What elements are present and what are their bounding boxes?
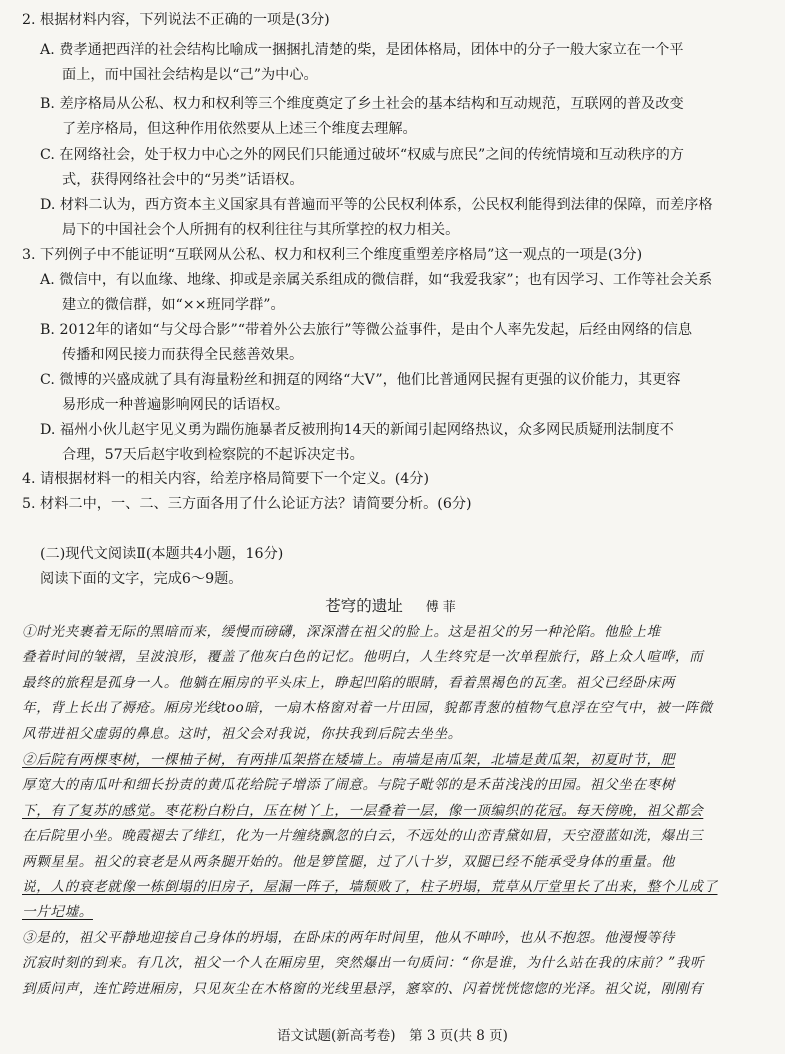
question-5: 5. 材料二中，一、二、三方面各用了什么论证方法？请简要分析。(6分): [22, 496, 472, 512]
p1-line: ①时光夹裹着无际的黑暗而来，缓慢而磅礴，深深潜在祖父的脸上。这是祖父的另一种沦陷。他脸上堆: [22, 624, 661, 640]
article-author: 傅菲: [425, 600, 460, 615]
q2-option-b: [40, 92, 770, 141]
q3-option-b-line2: 传播和网民接力而获得全民慈善效果。: [62, 346, 304, 363]
article-title-block: [0, 595, 785, 619]
q3-option-d-line2: 合理，57天后赵宇收到检察院的不起诉决定书。: [62, 446, 364, 463]
p2-line: 在后院里小坐。晚霞褪去了绯红，化为一片缠绕飘忽的白云，不远处的山峦青黛如眉，天空澄蓝如洗，爆出三: [22, 828, 704, 845]
p2-line: 一片圮墟。: [22, 904, 93, 921]
question-3-stem: 3. 下列例子中不能证明“互联网从公私、权力和权利三个维度重塑差序格局”这一观点的一项是(3分): [22, 247, 643, 263]
q2-option-a-line1: A. 费孝通把西洋的社会结构比喻成一捆捆扎清楚的柴，是团体格局，团体中的分子一般大家立在一个平: [40, 42, 684, 58]
q3-option-c: [40, 368, 770, 417]
q2-option-b-line2: 了差序格局，但这种作用依然要从上述三个维度去理解。: [62, 120, 417, 137]
section-instruction: 阅读下面的文字，完成6～9题。: [40, 571, 243, 587]
q3-option-a: [40, 268, 770, 317]
q2-option-a-line2: 面上，而中国社会结构是以“己”为中心。: [62, 66, 318, 83]
section-heading: (二)现代文阅读Ⅱ(本题共4小题，16分): [40, 546, 284, 562]
p1-line: 叠着时间的皱褶，呈波浪形，覆盖了他灰白色的记忆。他明白，人生终究是一次单程旅行，路上众人喧哗，而: [22, 649, 704, 666]
q2-option-b-line1: B. 差序格局从公私、权力和权利等三个维度奠定了乡土社会的基本结构和互动规范，互联网的普及改变: [40, 96, 684, 112]
q2-option-d-line2: 局下的中国社会个人所拥有的权利往往与其所掌控的权力相关。: [62, 221, 460, 238]
question-4: 4. 请根据材料一的相关内容，给差序格局简要下一个定义。(4分): [22, 471, 430, 487]
q2-option-c-line1: C. 在网络社会，处于权力中心之外的网民们只能通过破坏“权威与庶民”之间的传统情境和互动秩序的方: [40, 147, 684, 163]
paragraph-1: [22, 620, 770, 747]
p3-line: 沉寂时刻的到来。有几次，祖父一个人在厢房里，突然爆出一句质问：“你是谁，为什么站在我的床前？”我听: [22, 955, 705, 972]
p3-line: 到质问声，连忙跨进厢房，只见灰尘在木格窗的光线里悬浮，窸窣的、闪着恍恍惚惚的光泽。祖父说，刚刚有: [22, 980, 704, 997]
paragraph-3: [22, 926, 770, 1002]
q3-option-d-line1: D. 福州小伙儿赵宇见义勇为踹伤施暴者反被刑拘14天的新闻引起网络热议，众多网民质疑刑法制度不: [40, 422, 674, 438]
paragraph-2: [22, 748, 770, 926]
q2-option-a: [40, 38, 770, 87]
p1-line: 最终的旅程是孤身一人。他躺在厢房的平头床上，睁起凹陷的眼睛，看着黑褐色的瓦垄。祖父已经卧床两: [22, 674, 675, 691]
article-title: 苍穹的遗址: [325, 597, 403, 615]
q3-option-b: [40, 318, 770, 367]
q3-option-a-line1: A. 微信中，有以血缘、地缘、抑或是亲属关系组成的微信群，如“我爱我家”；也有因学习、工作等社会关系: [40, 272, 713, 288]
page-footer: 语文试题(新高考卷) 第 3 页(共 8 页): [277, 1028, 508, 1044]
q3-option-c-line2: 易形成一种普遍影响网民的话语权。: [62, 396, 290, 413]
q3-option-d: [40, 418, 770, 467]
q3-option-b-line1: B. 2012年的诸如“与父母合影”“带着外公去旅行”等微公益事件，是由个人率先发起，后经由网络的信息: [40, 322, 693, 338]
q3-option-a-line2: 建立的微信群，如“××班同学群”。: [62, 296, 285, 313]
p2-line: 两颗星星。祖父的衰老是从两条腿开始的。他是箩筐腿，过了八十岁，双腿已经不能承受身体的重量。他: [22, 853, 675, 870]
p2-line: 下，有了复苏的感觉。枣花粉白粉白，压在树丫上，一层叠着一层，像一顶编织的花冠。每天傍晚，祖父都会: [22, 802, 704, 819]
p1-line: 风带进祖父虚弱的鼻息。这时，祖父会对我说，你扶我到后院去坐坐。: [22, 725, 463, 742]
p2-line: 说，人的衰老就像一栋倒塌的旧房子，屋漏一阵子，墙颓败了，柱子坍塌，荒草从厅堂里长了出来，整个儿成了: [22, 879, 718, 896]
q2-option-c-line2: 式，获得网络社会中的“另类”话语权。: [62, 171, 304, 188]
p2-line: 厚宽大的南瓜叶和细长扮责的黄瓜花给院子增添了闹意。与院子毗邻的是禾苗浅浅的田园。祖父坐在枣树: [22, 777, 675, 794]
p3-line: ③是的，祖父平静地迎接自己身体的坍塌，在卧床的两年时间里，他从不呻吟，也从不抱怨。他漫慢等待: [22, 930, 675, 946]
q2-option-c: [40, 143, 770, 192]
q3-option-c-line1: C. 微博的兴盛成就了具有海量粉丝和拥趸的网络“大V”，他们比普通网民握有更强的议价能力，其更容: [40, 372, 681, 388]
q2-option-d: [40, 193, 770, 242]
p2-line: ②后院有两棵枣树，一棵柚子树，有两排瓜架搭在矮墙上。南墙是南瓜架，北墙是黄瓜架，初夏时节，肥: [22, 752, 675, 768]
q2-option-d-line1: D. 材料二认为，西方资本主义国家具有普遍而平等的公民权利体系，公民权利能得到法律的保障，而差序格: [40, 197, 713, 213]
p1-line: 年，背上长出了褥疮。厢房光线too暗，一扇木格窗对着一片田园，貌都青葱的植物气息浮在空气中，被一阵微: [22, 700, 713, 717]
question-2-stem: 2. 根据材料内容，下列说法不正确的一项是(3分): [22, 12, 330, 28]
